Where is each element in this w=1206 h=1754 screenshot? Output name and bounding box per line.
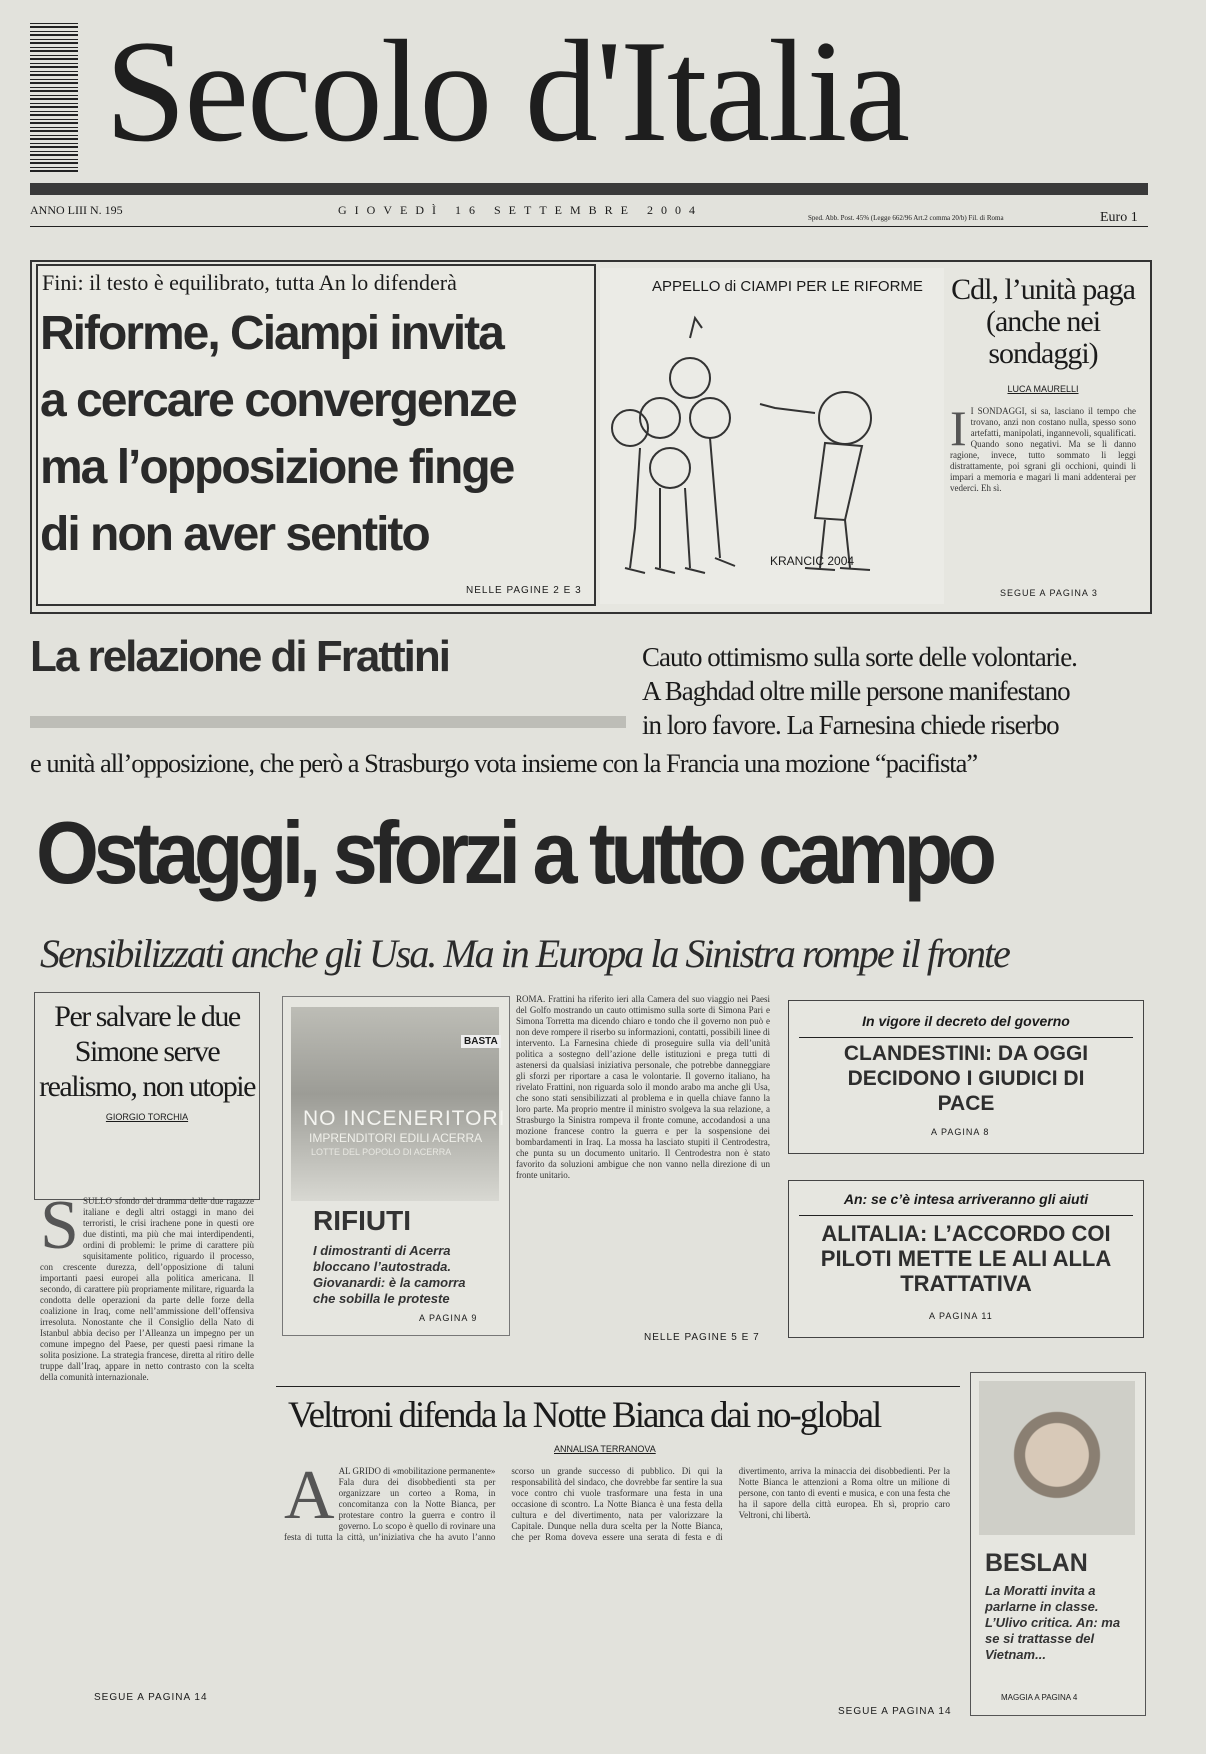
side-story-text: I SONDAGGI, si sa, lasciano il tempo che trovano, anzi non costano nulla, spesso sono artefatti, manipolati, ingannevoli, squalificati. Quando sono negativi. Ma se li danno ragione, invece, tutto sommato li leggi distrattamente, poi sgrani gli occhioni, quindi li impari a memoria e magari li mani addenterai per vederci. Eh sì. [950, 406, 1136, 493]
main-kicker-full: e unità all’opposizione, che però a Strasburgo vota insieme con la Francia una mozione “pacifista” [30, 748, 978, 778]
main-story-body: ROMA. Frattini ha riferito ieri alla Camera del suo viaggio nei Paesi del Golfo mostrando un cauto ottimismo sulla sorte di Simona Pari e Simona Torretta ma dicendo chiaro e tondo che il governo non può e non deve rompere il riserbo su informazioni, contatti, possibili linee di intervento. La Farnesina chiede di proseguire sulla via dell’unità politica a sostegno dell’azione delle istituzioni e prega tutti di astenersi da qualsiasi iniziativa personale, che potrebbe danneggiare gli sforzi per riportare a casa le volontarie. Il governo italiano, ha rivelato Frattini, non riguarda solo il mondo arabo ma anche gli Usa, che sono stati sensibilizzati al problema e in quella chiave fanno la loro parte. Ma proprio mentre il ministro svolgeva la sua relazione, a Strasburgo la Sinistra rompeva il fronte comune, accodandosi a una mozione francese contro la guerra e per la sospensione dei bombardamenti in Iraq. La mossa ha lasciato stupiti il Centrodestra, che punta su un documento unitario. Il Centrodestra non è stato favorito da soluzioni ambigue che non vanno nella direzione di un fronte unitario. [516, 994, 770, 1180]
rifiuti-pages: A PAGINA 9 [419, 1313, 478, 1323]
beslan-photo [979, 1381, 1135, 1535]
side-story [944, 266, 1142, 606]
top-story-kicker: Fini: il testo è equilibrato, tutta An lo difenderà [42, 270, 457, 295]
clandestini-headline[interactable]: CLANDESTINI: DA OGGI DECIDONO I GIUDICI DI PACE [843, 1042, 1089, 1115]
beslan-pages: MAGGIA A PAGINA 4 [1001, 1693, 1078, 1702]
kicker-right-line: Cauto ottimismo sulla sorte delle volontarie. [642, 642, 1077, 672]
side-story-pages: SEGUE A PAGINA 3 [1000, 588, 1098, 598]
price: Euro 1 [1100, 210, 1138, 225]
cartoon-drawing [600, 298, 944, 598]
photo-sign: NO INCENERITORI [303, 1107, 506, 1130]
issue-date: GIOVEDÌ 16 SETTEMBRE 2004 [338, 203, 703, 217]
main-story-pages: NELLE PAGINE 5 E 7 [644, 1332, 760, 1343]
postal-note: Sped. Abb. Post. 45% (Legge 662/96 Art.2 comma 20/b) Fil. di Roma [808, 214, 1004, 222]
veltroni-headline[interactable]: Veltroni difenda la Notte Bianca dai no-global [288, 1395, 881, 1436]
cartoon-signature: KRANCIC 2004 [770, 554, 855, 568]
editorial-author: GIORGIO TORCHIA [105, 1112, 189, 1122]
cartoon [600, 268, 944, 604]
clandestini-pages: A PAGINA 8 [931, 1127, 990, 1137]
editorial-headline[interactable]: Per salvare le due Simone serve realismo, non utopie [39, 1000, 255, 1103]
kicker-right-line: A Baghdad oltre mille persone manifestano [642, 676, 1070, 706]
main-subhead: Sensibilizzati anche gli Usa. Ma in Europa la Sinistra rompe il fronte [40, 931, 1009, 976]
photo-sign-sub: IMPRENDITORI EDILI ACERRA [309, 1131, 483, 1145]
masthead-rule [30, 183, 1148, 195]
clandestini-kicker: In vigore il decreto del governo [862, 1013, 1070, 1029]
box-rule [799, 1037, 1133, 1038]
protest-photo [291, 1007, 506, 1201]
clandestini-box [788, 1000, 1144, 1154]
side-story-author: LUCA MAURELLI [1007, 384, 1079, 394]
cartoon-caption: APPELLO di CIAMPI PER LE RIFORME [652, 278, 923, 295]
veltroni-body [284, 1466, 950, 1702]
masthead-title: Secolo d'Italia [105, 10, 909, 172]
beslan-headline[interactable]: BESLAN [985, 1549, 1088, 1577]
editorial-box [34, 992, 260, 1200]
photo-sign-sub2: LOTTE DEL POPOLO DI ACERRA [311, 1147, 452, 1157]
main-headline[interactable]: Ostaggi, sforzi a tutto campo [36, 803, 992, 902]
rifiuti-body: I dimostranti di Acerra bloccano l’autostrada. Giovanardi: è la camorra che sobilla le proteste [313, 1243, 466, 1306]
drop-cap: A [284, 1466, 335, 1534]
alitalia-headline[interactable]: ALITALIA: L’ACCORDO COI PILOTI METTE LE ALI ALLA TRATTATIVA [820, 1221, 1112, 1296]
drop-cap: I [950, 406, 967, 456]
alitalia-kicker: An: se c’è intesa arriveranno gli aiuti [843, 1191, 1089, 1207]
main-kicker-right [642, 640, 1077, 742]
rifiuti-box [282, 996, 510, 1336]
headline-line: ma l’opposizione finge [40, 441, 514, 494]
alitalia-box [788, 1180, 1144, 1338]
top-story-headline[interactable] [40, 300, 600, 568]
barcode [30, 22, 78, 172]
beslan-box [970, 1372, 1146, 1716]
side-story-body [950, 406, 1136, 540]
box-rule [799, 1215, 1133, 1216]
veltroni-text: AL GRIDO di «mobilitazione permanente» Fala dura dei disobbedienti sta per organizzare un corteo a Roma, in concomitanza con la Notte Bianca, per protestare contro la guerra e contro il governo. Lo scopo è quello di rovinare una festa di tutta la città, un’iniziativa che ha avuto l’anno scorso un grande successo di pubblico. Di qui la responsabilità del sindaco, che dovrebbe far sentire la sua voce contro chi vuole trasformare una festa in una occasione di scontro. La Notte Bianca è una festa della cultura e del divertimento, nata per valorizzare la Capitale. Dunque nella dura scelta per la Notte Bianca, che per Roma doveva essere una serata di festa e di divertimento, arriva la minaccia dei disobbedienti. Per la Notte Bianca le attenzioni a Roma oltre un milione di persone, con tanto di eventi e musica, e con una festa che ha il sapore della città europea. Eh sì, proprio caro Veltroni, chi libertà. [284, 1466, 950, 1542]
editorial-text: SULLO sfondo del dramma delle due ragazze italiane e degli altri ostaggi in mano dei terroristi, le crisi irachene pone in questi ore due distinti, ma più che mai interdipendenti, ordini di problemi: le prime di carattere più squisitamente politico, riguardo il processo, con crescente durezza, dell’opposizione di taluni importanti paesi europei alla politica americana. Il secondo, di carattere più propriamente militare, riguarda la condotta delle operazioni da parte delle forze della coalizione in Iraq, come nell’ammissione dell’offensiva irresoluta. Nonostante che il Consiglio della Nato di Istanbul abbia deciso per l’Alleanza un impegno per un comune impegno del Paese, per questi paesi rimane la solita posizione. La strategia francese, diretta al ritiro delle truppe dall’Iraq, appare in netto contrasto con la scelta della comunità internazionale. [40, 1196, 254, 1382]
beslan-body: La Moratti invita a parlarne in classe. L’Ulivo critica. An: ma se si trattasse del Vietnam... [985, 1583, 1121, 1662]
headline-line: di non aver sentito [40, 508, 429, 561]
drop-cap: S [40, 1196, 79, 1264]
veltroni-rule [276, 1386, 960, 1387]
dateline-rule [30, 226, 1148, 227]
issue-number: ANNO LIII N. 195 [30, 203, 123, 217]
side-story-headline[interactable]: Cdl, l’unità paga (anche nei sondaggi) [951, 273, 1135, 370]
top-story-pages: NELLE PAGINE 2 E 3 [466, 585, 582, 596]
photo-banner: BASTA [461, 1035, 501, 1048]
veltroni-author: ANNALISA TERRANOVA [554, 1444, 656, 1454]
headline-line: Riforme, Ciampi invita [40, 307, 503, 360]
editorial-pages: SEGUE A PAGINA 14 [94, 1692, 208, 1703]
rifiuti-headline[interactable]: RIFIUTI [313, 1205, 411, 1236]
kicker-right-line: in loro favore. La Farnesina chiede riserbo [642, 710, 1059, 740]
editorial-body [40, 1196, 254, 1686]
veltroni-pages: SEGUE A PAGINA 14 [838, 1706, 952, 1717]
headline-line: a cercare convergenze [40, 374, 516, 427]
alitalia-pages: A PAGINA 11 [929, 1311, 993, 1321]
kicker-rule [30, 716, 626, 728]
main-kicker-left: La relazione di Frattini [30, 632, 449, 681]
